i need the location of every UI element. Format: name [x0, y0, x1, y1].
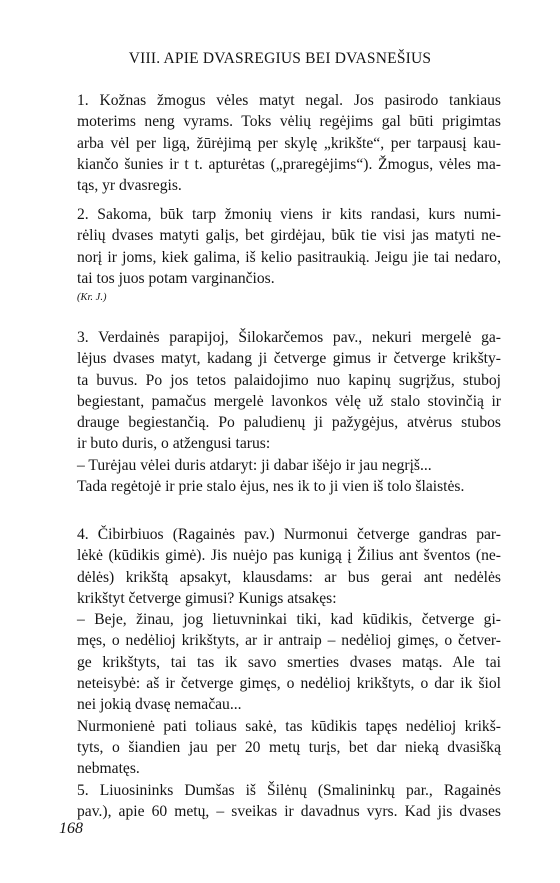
chapter-heading: VIII. APIE DVASREGIUS BEI DVASNEŠIUS	[128, 50, 432, 67]
text-line: pav.), apie 60 metų, – sveikas ir davadnus vyrs. Kad jis dvases	[77, 803, 501, 821]
text-line: 5. Liuosininks Dumšas iš Šilėnų (Smalininkų par., Ragainės	[77, 782, 501, 799]
text-line: dėlės) krikštą apsakyt, klausdams: ar bus gerai ant nedėlės	[77, 568, 501, 586]
text-line: drauge begiestančią. Po paludienų ji pažygėjus, atvėrus stubos	[77, 414, 501, 432]
paragraph-3	[77, 327, 501, 497]
page-number: 168	[59, 820, 83, 837]
text-line: – Beje, žinau, jog lietuvninkai tiki, kad kūdikis, četverge gi-	[77, 611, 501, 629]
text-line: tąs, yr dvasregis.	[77, 177, 182, 195]
text-line: Nurmonienė pati toliaus sakė, tas kūdikis tapęs nedėlioj krikš-	[77, 717, 501, 735]
text-line: lėjus dvases matyt, kadang ji četverge gimus ir četverge krikšty-	[77, 350, 501, 368]
text-line: tai tos juos potam varginančios.	[77, 269, 275, 287]
paragraph-2	[77, 204, 501, 289]
text-line: ir buto duris, o atžengusi tarus:	[77, 435, 271, 453]
text-line: 1. Kožnas žmogus vėles matyt negal. Jos pasirodo tankiaus	[77, 92, 501, 109]
text-line: lėkė (kūdikis gimė). Jis nuėjo pas kunigą į Žilius ant šventos (ne-	[77, 547, 501, 565]
text-line: begiestant, pamačus mergelė lavonkos vėlę už stalo stovinčią ir	[77, 392, 501, 410]
text-line: tyts, o šiandien jau per 20 metų turįs, bet dar nieką dvasišką	[77, 738, 501, 756]
text-line: męs, o nedėlioj krikštyts, ar ir antraip – nedėlioj gimęs, o četver-	[77, 632, 501, 650]
paragraph-1	[77, 90, 501, 196]
text-line: nei jokią dvasę nemačau...	[77, 696, 242, 714]
text-line: 3. Verdainės parapijoj, Šilokarčemos pav., nekuri mergelė ga-	[77, 329, 501, 346]
text-line: kiančo šunies ir t t. apturėtas („praregėjims“). Žmogus, vėles ma-	[77, 155, 501, 173]
text-line: Tada regėtojė ir prie stalo ėjus, nes ik to ji vien iš tolo šlaistės.	[77, 478, 465, 496]
text-line: moterims neng vyrams. Toks vėlių regėjims gal būti prigimtas	[77, 113, 501, 131]
text-line: – Turėjau vėlei duris atdaryt: ji dabar išėjo ir jau negrįš...	[77, 456, 432, 474]
text-line: norį ir joms, kiek galima, iš kelio pasitraukią. Jeigu jie tai nedaro,	[77, 248, 501, 266]
text-line: rėlių dvases matyti galįs, bet girdėjau, būk tie visi jas matyti ne-	[77, 227, 501, 245]
text-line: 4. Čibirbiuos (Ragainės pav.) Nurmonui četverge gandras par-	[77, 526, 501, 543]
source-note: (Kr. J.)	[77, 292, 107, 303]
text-line: nebmatęs.	[77, 760, 140, 778]
text-line: ge krikštyts, tai tas ik savo smerties dvases matąs. Ale tai	[77, 653, 501, 671]
paragraph-4	[77, 524, 501, 780]
text-line: arba vėl per ligą, žūrėjimą per skylę „krikšte“, per tarpausį kau-	[77, 134, 501, 152]
text-line: krikštyt četverge gimusi? Kunigs atsakęs:	[77, 589, 337, 607]
text-line: 2. Sakoma, būk tarp žmonių viens ir kits randasi, kurs numi-	[77, 206, 501, 223]
paragraph-5	[77, 780, 501, 823]
text-line: ta buvus. Po jos tetos palaidojimo nuo kapinų sugrįžus, stuboj	[77, 371, 501, 389]
text-line: neteisybė: aš ir četverge gimęs, o nedėlioj krikštyts, o dar ik šiol	[77, 675, 501, 693]
